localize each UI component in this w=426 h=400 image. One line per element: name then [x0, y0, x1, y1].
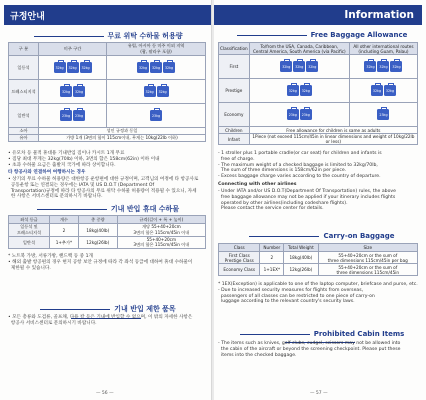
suitcase-icon: 32kg	[80, 62, 92, 73]
cell-cnt: 2	[49, 224, 78, 237]
note-line: - The maximum weight of a checked baggage is limited to 32kg/70lb,	[218, 162, 378, 168]
note-line: 제한될 수 있습니다.	[8, 265, 51, 271]
cell-wt: 18kg(40lb)	[284, 252, 318, 264]
right-subheading-connecting: Connecting with other airlines	[218, 182, 297, 187]
bag-cell	[249, 79, 349, 103]
cell-cls: 일등석 및 프레스티지석	[9, 224, 50, 237]
table-row	[219, 79, 418, 103]
suitcase-icon: 32kg	[287, 85, 299, 96]
suitcase-icon: 32kg	[390, 61, 402, 72]
table-header: 규격(길이 + 폭 + 높이)	[117, 216, 205, 224]
note-line: luggage according to the relevant country's security laws.	[218, 299, 355, 305]
note-line: 항공사 서비스센터로 문의하시기 바랍니다.	[8, 320, 97, 326]
note-line: free baggage allowance may not be applied if your itinerary includes flights	[218, 194, 396, 200]
bag-cell	[107, 104, 206, 128]
cell-wt: 18kg(40lb)	[78, 224, 117, 237]
cell-cnt: 2	[260, 252, 284, 264]
left-page-number: — 56 —	[96, 391, 114, 396]
left-free-baggage-table	[8, 42, 206, 142]
table-header: All other international routes (including Guam, Palau)	[349, 43, 417, 55]
note-line: • 해외 출발 항공편의 경우 현지 공항 보안 규정에 따라 각 좌석 등급에 대하여 휴대 수하물이	[8, 259, 193, 265]
suitcase-icon: 23kg	[150, 110, 162, 121]
table-header: 유럽, 아시아 등 미주 이외 지역 (괌, 팔라우 포함)	[107, 43, 206, 56]
row-category: 일등석	[9, 56, 39, 80]
suitcase-icon: 32kg	[54, 62, 66, 73]
note-line: * 노트북 가방, 서류가방, 핸드백 등 중 1개	[8, 254, 93, 259]
right-section-title-3: Prohibited Cabin Items	[313, 330, 405, 338]
row-category: 소아	[9, 128, 39, 135]
note-line: The sum of three dimensions is 158cm/62in per piece.	[218, 168, 347, 174]
note-line: operated by other airlines(including codeshare flights).	[218, 200, 348, 206]
row-category: 일반석	[9, 104, 39, 128]
cell-cls: Economy Class	[219, 264, 260, 276]
suitcase-icon: 32kg	[293, 61, 305, 72]
note-line: • 유모차 등 물적 휴대용 기내반입 짐이나 카시트 1개 무료	[8, 151, 125, 156]
table-row	[9, 56, 206, 80]
note-line: items into the checked baggage.	[218, 352, 297, 358]
suitcase-icon: 23kg	[287, 109, 299, 120]
table-header: Classification	[219, 43, 250, 55]
cell-cls: First Class Prestige Class	[219, 252, 260, 264]
bag-cell	[107, 80, 206, 104]
left-subheading-connecting: 타 항공사와 연결하여 여행하시는 경우	[8, 170, 86, 175]
bag-cell	[249, 55, 349, 79]
table-header: Number	[260, 244, 284, 252]
left-section-title-3: 기내 반입 제한 품목	[114, 305, 176, 313]
table-row	[9, 104, 206, 128]
left-page	[0, 0, 212, 400]
right-notes-1	[218, 151, 423, 180]
left-notes-3	[8, 254, 208, 271]
table-row	[219, 127, 418, 134]
suitcase-icon: 32kg	[300, 85, 312, 96]
left-notes-4	[8, 315, 208, 327]
note-line: 한 사항은 서비스센터로 문의하시기 바랍니다.	[8, 194, 103, 200]
suitcase-icon: 32kg	[60, 86, 72, 97]
suitcase-icon: 32kg	[150, 62, 162, 73]
table-header: 미주 구간	[39, 43, 107, 56]
suitcase-icon: 23kg	[60, 110, 72, 121]
table-row	[219, 55, 418, 79]
table-row	[9, 80, 206, 104]
left-page-header: 규정안내	[4, 5, 211, 25]
cell-cnt: 1+추가*	[49, 237, 78, 249]
bag-cell	[349, 79, 417, 103]
suitcase-icon: 32kg	[137, 62, 149, 73]
cell-cnt: 1+1EX*	[260, 264, 284, 276]
bag-cell	[249, 103, 349, 127]
cell-dim: 55+40+20cm or the sum of three dimensions 115cm/45in per bag	[318, 252, 417, 264]
note-line: the cabin of the aircraft or beyond the screening checkpoint. Please put these	[218, 346, 401, 352]
row-category: Economy	[219, 103, 250, 127]
note-line: Transportation)규정에 따라 타 항공사의 무료 위탁 수하물 허용량이 적용될 수 있으니, 자세	[8, 188, 197, 194]
note-line: Please contact the service center for details.	[218, 206, 324, 212]
right-notes-3	[218, 282, 423, 305]
cell-wt: 12kg(26lb)	[284, 264, 318, 276]
table-row	[219, 134, 418, 145]
suitcase-icon: 32kg	[73, 86, 85, 97]
note-line: - Under IATA and/or US D.O.T(Department Of Transportation) rules, the above	[218, 189, 396, 194]
table-header: 개수	[49, 216, 78, 224]
suitcase-icon: 32kg	[384, 85, 396, 96]
row-category: First	[219, 55, 250, 79]
note-line: • 상기의 무료 수하물 허용량은 대한항공 운항편에 대한 규정이며, 고객님의 여정에 타 항공사로	[8, 177, 199, 182]
table-header: Size	[318, 244, 417, 252]
suitcase-icon: 32kg	[377, 61, 389, 72]
row-value: 1Piece (not exceed 115cm/45in in linear dimensions and weight of 10kg/22lb or less)	[249, 134, 417, 145]
note-line: passengers of all classes can be restricted to one piece of carry-on	[218, 293, 375, 299]
bag-cell	[349, 55, 417, 79]
note-line: • 초과 수하물 요금은 출발지 국가에 따라 상이합니다.	[8, 162, 116, 168]
right-carry-on-table	[218, 243, 418, 276]
note-line: * 1EX(Exception) is applicable to one of the laptop computer, briefcase and purse, etc.	[218, 282, 418, 287]
row-category: Children	[219, 127, 250, 134]
table-row	[219, 103, 418, 127]
suitcase-icon: 32kg	[157, 86, 169, 97]
note-line: free of charge.	[218, 156, 255, 162]
row-category: 프레스티지석	[9, 80, 39, 104]
suitcase-icon: 23kg	[377, 109, 389, 120]
table-row	[9, 224, 206, 237]
left-section-title-2: 기내 반입 휴대 수하물	[110, 205, 180, 213]
bag-cell	[39, 56, 107, 80]
left-notes-2	[8, 177, 208, 200]
bag-cell	[107, 56, 206, 80]
left-carry-on-table	[8, 215, 206, 249]
table-row	[9, 135, 206, 142]
suitcase-icon: 32kg	[306, 61, 318, 72]
note-line: - Excess baggage charge varies according to the country of departure.	[218, 174, 381, 180]
suitcase-icon: 32kg	[280, 61, 292, 72]
table-row	[219, 264, 418, 276]
suitcase-icon: 32kg	[67, 62, 79, 73]
suitcase-icon: 23kg	[300, 109, 312, 120]
right-section-title-2: Carry-on Baggage	[323, 232, 395, 240]
note-line: - 1 stroller plus 1 portable cradle(or car seat) for children and infants is	[218, 151, 382, 156]
suitcase-icon: 32kg	[371, 85, 383, 96]
bag-cell	[39, 104, 107, 128]
table-row	[219, 252, 418, 264]
row-value: Free allowance for children is same as adults	[249, 127, 417, 134]
cell-wt: 12kg(26lb)	[78, 237, 117, 249]
table-header: Total Weight	[284, 244, 318, 252]
right-free-baggage-table	[218, 42, 418, 145]
note-line: 공동운항 또는 연결되는 경우에는 IATA 및 US D.O.T (Department Of	[8, 182, 155, 188]
table-header: Class	[219, 244, 260, 252]
table-header: 좌석 등급	[9, 216, 50, 224]
right-page-number: — 57 —	[310, 391, 328, 396]
row-value: 가방 1개 (3면의 합이 115cm이내, 무게는 10kg(22lb 이하)	[39, 135, 206, 142]
cell-dim: 55+40+20cm 3면의 합은 115cm/45in 이내	[117, 237, 205, 249]
row-value: 성인 규정과 동일	[39, 128, 206, 135]
right-page-header: Information	[214, 5, 422, 25]
note-line: - The items such as knives, golf clubs, cudgel, scissors may not be allowed into	[218, 341, 401, 346]
table-row	[9, 237, 206, 249]
right-notes-2	[218, 189, 423, 212]
right-notes-4	[218, 341, 423, 358]
suitcase-icon: 32kg	[364, 61, 376, 72]
suitcase-icon: 32kg	[163, 62, 175, 73]
left-section-title-1: 무료 위탁 수하물 허용량	[107, 32, 183, 40]
note-line: • 짐당 최대 무게는 32kg(70lb) 이하, 3면의 합은 158cm(62in) 이하 이내	[8, 156, 160, 162]
note-line: - Due to increased security measures for flights from overseas,	[218, 287, 364, 293]
table-row	[9, 128, 206, 135]
suitcase-icon: 23kg	[73, 110, 85, 121]
row-category: Infant	[219, 134, 250, 145]
bag-cell	[349, 103, 417, 127]
cell-dim: 55+40+20cm or the sum of three dimensions 115cm/45in	[318, 264, 417, 276]
row-category: Prestige	[219, 79, 250, 103]
cell-dim: 개당 55+40+20cm 3면의 합은 115cm/45in 이내	[117, 224, 205, 237]
cell-cls: 일반석	[9, 237, 50, 249]
right-section-title-1: Free Baggage Allowance	[310, 31, 408, 39]
table-header: 구 분	[9, 43, 39, 56]
suitcase-icon: 32kg	[144, 86, 156, 97]
row-category: 유아	[9, 135, 39, 142]
note-line: • 모든 총류와 도검류, 골프채, 다용 칼 등은 기내에 반입할 수 없으며, 이 밖의 자세한 사항은	[8, 315, 193, 320]
left-notes-1	[8, 151, 208, 168]
bag-cell	[39, 80, 107, 104]
right-page	[214, 0, 426, 400]
table-header: To/from the USA, Canada, Caribbean, Central America, South America (via Pacific)	[249, 43, 349, 55]
table-header: 총 중량	[78, 216, 117, 224]
